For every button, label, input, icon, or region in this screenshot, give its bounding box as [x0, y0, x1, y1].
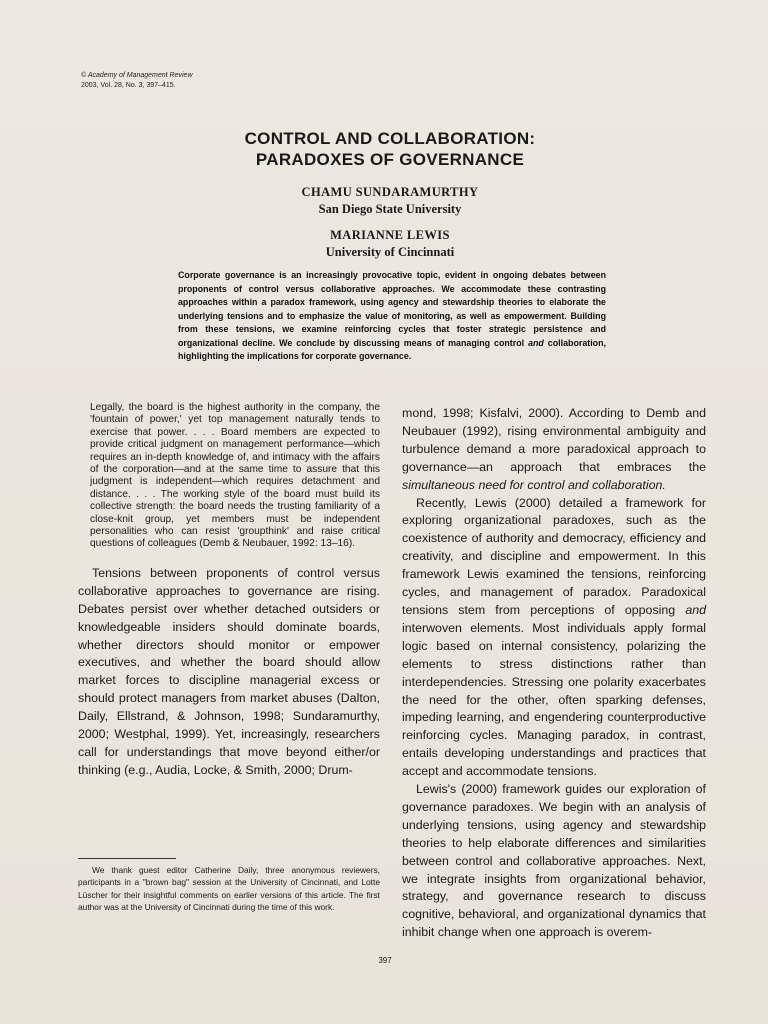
journal-issue: 2003, Vol. 28, No. 3, 397–415. [81, 82, 176, 89]
page-number: 397 [378, 956, 392, 965]
left-column [78, 402, 380, 780]
body-paragraph [402, 405, 706, 495]
paragraph-text: Recently, Lewis (2000) detailed a framework for exploring organizational paradoxes, such as the coexistence of authority and democracy, efficiency and creativity, and discipline and empowerment. In this framework Lewis examined the tensions, reinforcing cycles, and management of paradox. Paradoxical tensions stem from perceptions of opposing [402, 495, 706, 617]
title-line-1: CONTROL AND COLLABORATION: [244, 129, 536, 148]
body-paragraph: Tensions between proponents of control versus collaborative approaches to governance are rising. Debates persist over whether detached outsiders or knowledgeable insiders should dominate boards, whether directors should monitor or empower executives, and whether the board should allow market forces to discipline managerial excess or should protect managers from market abuses (Dalton, Daily, Ellstrand, & Johnson, 1998; Sundaramurthy, 2000; Westphal, 1999). Yet, increasingly, researchers call for understandings that move beyond either/or thinking (e.g., Audia, Locke, & Smith, 2000; Drum- [78, 565, 380, 777]
author-affiliation: University of Cincinnati [325, 245, 455, 259]
paragraph-emphasis: and [685, 602, 706, 617]
abstract [178, 269, 606, 364]
article-title [150, 128, 630, 170]
abstract-text-end: collaboration, highlighting the implications for corporate governance. [178, 337, 606, 361]
author-affiliation: San Diego State University [318, 202, 462, 216]
journal-name: © Academy of Management Review [81, 72, 193, 79]
journal-citation [81, 71, 193, 91]
right-column [402, 405, 706, 942]
body-paragraph [402, 495, 706, 782]
author-name: CHAMU SUNDARAMURTHY [301, 185, 479, 199]
abstract-text: Corporate governance is an increasingly provocative topic, evident in ongoing debates between proponents of control versus collaborative approaches. We accommodate these contrasting approaches within a paradox framework, using agency and stewardship theories to elaborate the underlying tensions and to emphasize the value of monitoring, as well as empowerment. Building from these tensions, we examine reinforcing cycles that foster strategic persistence and organizational decline. We conclude by discussing means of managing control [178, 270, 606, 348]
body-paragraph: Lewis's (2000) framework guides our exploration of governance paradoxes. We begin with an analysis of underlying tensions, using agency and stewardship theories to help elaborate differences and similarities between control and collaborative approaches. Next, we integrate insights from organizational behavior, strategy, and governance research to discuss cognitive, behavioral, and organizational dynamics that inhibit change when one approach is overem- [402, 782, 706, 940]
author-block [180, 184, 600, 261]
paragraph-emphasis: simultaneous need for control and collaboration. [402, 477, 666, 492]
author-name: MARIANNE LEWIS [330, 228, 450, 242]
abstract-emphasis: and [528, 337, 544, 348]
paragraph-text-end: interwoven elements. Most individuals apply formal logic based on internal consistency, polarizing the elements to stress distinctions rather than interdependencies. Stressing one polarity exacerbates the need for the other, often sparking defenses, impeding learning, and engendering counterproductive reinforcing cycles. Managing paradox, in contrast, entails developing understandings and practices that accept and accommodate tensions. [402, 620, 706, 779]
title-line-2: PARADOXES OF GOVERNANCE [255, 150, 525, 169]
paragraph-text: mond, 1998; Kisfalvi, 2000). According to Demb and Neubauer (1992), rising environmental ambiguity and turbulence demand a more paradoxical approach to governance—an approach that embraces the [402, 406, 706, 474]
footnote: We thank guest editor Catherine Daily, three anonymous reviewers, participants in a "brown bag" session at the University of Cincinnati, and Lotte Lüscher for their insightful comments on earlier versions of this article. The first author was at the University of Cincinnati during the time of this work. [78, 865, 380, 912]
epigraph-quote: Legally, the board is the highest authority in the company, the 'fountain of power,' yet top management naturally tends to exercise that power. . . . Board members are expected to provide critical judgment on management performance—which requires an in-depth knowledge of, and intimacy with the affairs of the corporation—and at the same time to assure that this judgment is independent—which requires detachment and distance. . . . The working style of the board must build its collective strength: the board needs the trusting familiarity of a close-knit group, yet members must be independent personalities who can resist 'groupthink' and raise critical questions of colleagues (Demb & Neubauer, 1992: 13–16). [90, 402, 380, 550]
footnote-divider [78, 858, 176, 859]
